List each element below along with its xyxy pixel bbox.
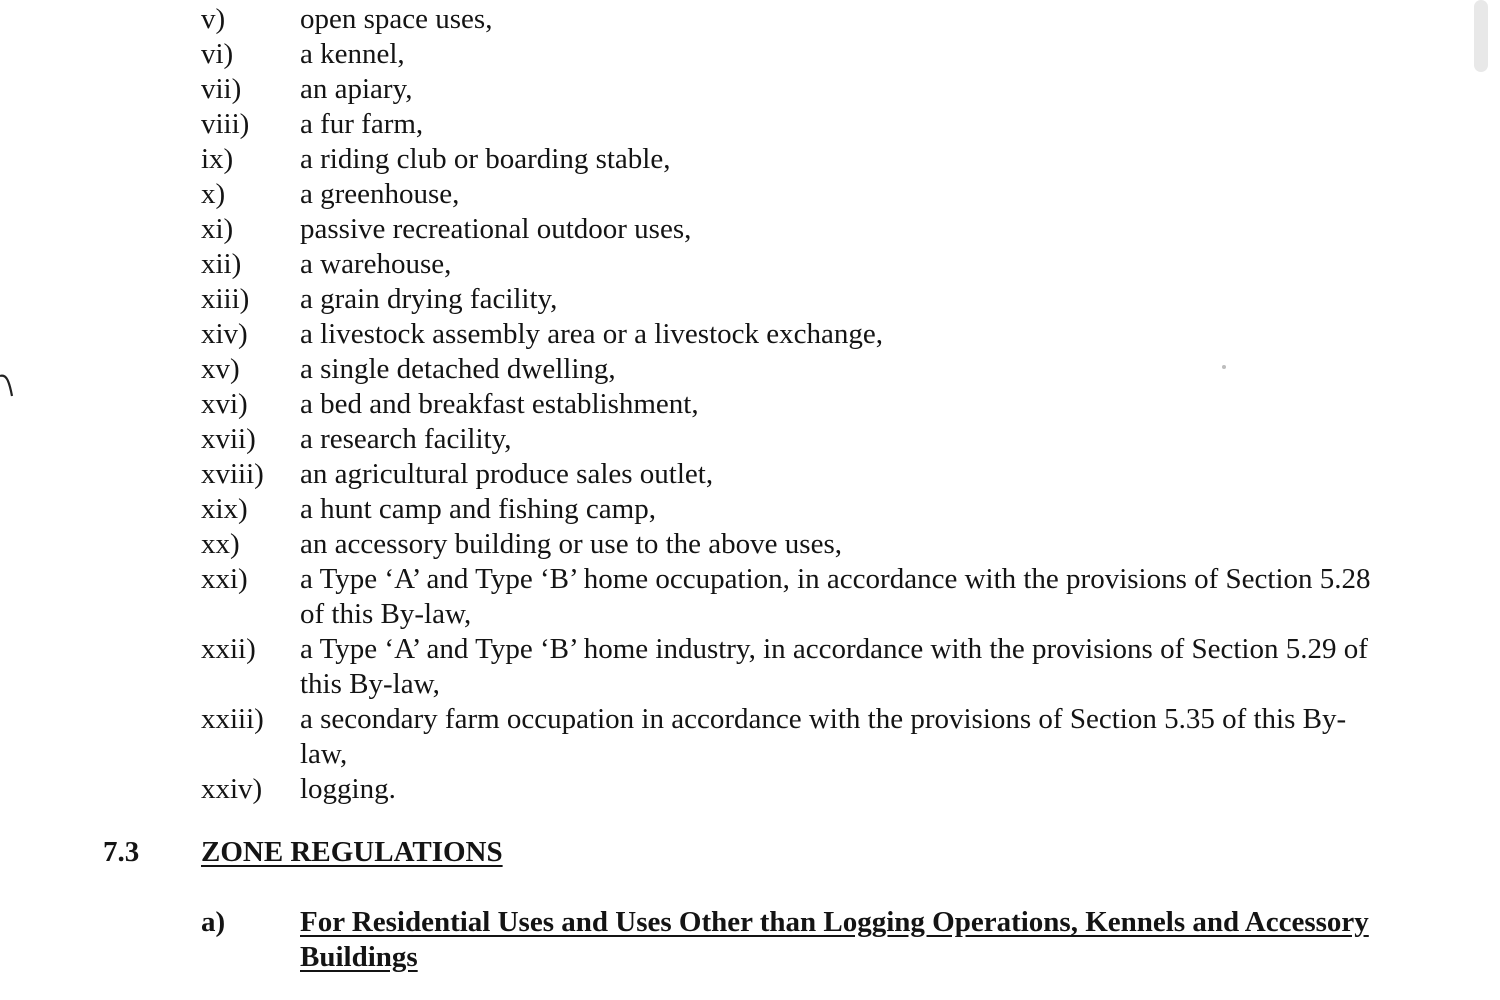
list-item-text-line: a secondary farm occupation in accordance with the provisions of Section 5.35 of this By- <box>300 703 1347 735</box>
list-item-number: xii) <box>201 248 242 280</box>
list-item-text <box>300 492 1390 527</box>
list-item-text <box>300 632 1390 702</box>
list-item-number: xix) <box>201 493 248 525</box>
list-item-number: vii) <box>201 73 242 105</box>
list-item-text-line: logging. <box>300 773 396 805</box>
list-item-text <box>300 352 1390 387</box>
subsection-title <box>300 905 1390 975</box>
list-item-text <box>300 527 1390 562</box>
subsection-title-line: For Residential Uses and Uses Other than Logging Operations, Kennels and Accessory <box>300 906 1369 938</box>
list-item-number: vi) <box>201 38 234 70</box>
list-item-text-line: this By-law, <box>300 668 440 700</box>
list-item-text-line: a riding club or boarding stable, <box>300 143 671 175</box>
list-item-text <box>300 2 1390 37</box>
list-item-text <box>300 772 1390 807</box>
list-item-number: xiv) <box>201 318 248 350</box>
list-item-text-line: a research facility, <box>300 423 512 455</box>
list-item-text <box>300 317 1390 352</box>
list-item-number: ix) <box>201 143 234 175</box>
list-item-text-line: law, <box>300 738 348 770</box>
list-item-number: viii) <box>201 108 250 140</box>
list-item-number: xi) <box>201 213 234 245</box>
list-item-text-line: an apiary, <box>300 73 413 105</box>
list-item-text-line: an accessory building or use to the above uses, <box>300 528 842 560</box>
list-item-text <box>300 37 1390 72</box>
list-item-text <box>300 457 1390 492</box>
list-item-text-line: a Type ‘A’ and Type ‘B’ home occupation, in accordance with the provisions of Section 5.28 <box>300 563 1371 595</box>
list-item-text-line: a kennel, <box>300 38 405 70</box>
list-item-text-line: a warehouse, <box>300 248 452 280</box>
list-item-text <box>300 107 1390 142</box>
list-item-number: xviii) <box>201 458 264 490</box>
list-item-text <box>300 387 1390 422</box>
list-item-text-line: a hunt camp and fishing camp, <box>300 493 656 525</box>
section-number: 7.3 <box>103 836 140 868</box>
list-item-number: xxi) <box>201 563 248 595</box>
page-edge-mark <box>0 372 14 402</box>
list-item-text-line: a fur farm, <box>300 108 424 140</box>
section-title: ZONE REGULATIONS <box>201 836 503 868</box>
subsection-letter: a) <box>201 906 226 938</box>
scan-speck <box>1222 365 1226 369</box>
list-item-text <box>300 422 1390 457</box>
list-item-text <box>300 282 1390 317</box>
list-item-text-line: of this By-law, <box>300 598 472 630</box>
list-item-number: x) <box>201 178 226 210</box>
list-item-text <box>300 177 1390 212</box>
list-item-number: xxiii) <box>201 703 264 735</box>
list-item-text <box>300 142 1390 177</box>
list-item-text-line: a bed and breakfast establishment, <box>300 388 699 420</box>
list-item-text <box>300 212 1390 247</box>
list-item-text <box>300 72 1390 107</box>
list-item-text-line: passive recreational outdoor uses, <box>300 213 692 245</box>
list-item-text-line: open space uses, <box>300 3 493 35</box>
list-item-number: xvi) <box>201 388 248 420</box>
list-item-text-line: a single detached dwelling, <box>300 353 616 385</box>
list-item-text <box>300 702 1390 772</box>
subsection-title-line: Buildings <box>300 941 418 973</box>
list-item-number: xxiv) <box>201 773 263 805</box>
list-item-number: v) <box>201 3 226 35</box>
list-item-number: xvii) <box>201 423 256 455</box>
list-item-text-line: a grain drying facility, <box>300 283 558 315</box>
list-item-number: xxii) <box>201 633 256 665</box>
list-item-text-line: a livestock assembly area or a livestock exchange, <box>300 318 883 350</box>
list-item-number: xx) <box>201 528 240 560</box>
list-item-number: xv) <box>201 353 240 385</box>
list-item-text <box>300 562 1390 632</box>
list-item-text <box>300 247 1390 282</box>
scrollbar-thumb[interactable] <box>1474 0 1488 72</box>
list-item-text-line: a Type ‘A’ and Type ‘B’ home industry, in accordance with the provisions of Section 5.29 of <box>300 633 1368 665</box>
list-item-text-line: a greenhouse, <box>300 178 460 210</box>
list-item-number: xiii) <box>201 283 250 315</box>
list-item-text-line: an agricultural produce sales outlet, <box>300 458 714 490</box>
